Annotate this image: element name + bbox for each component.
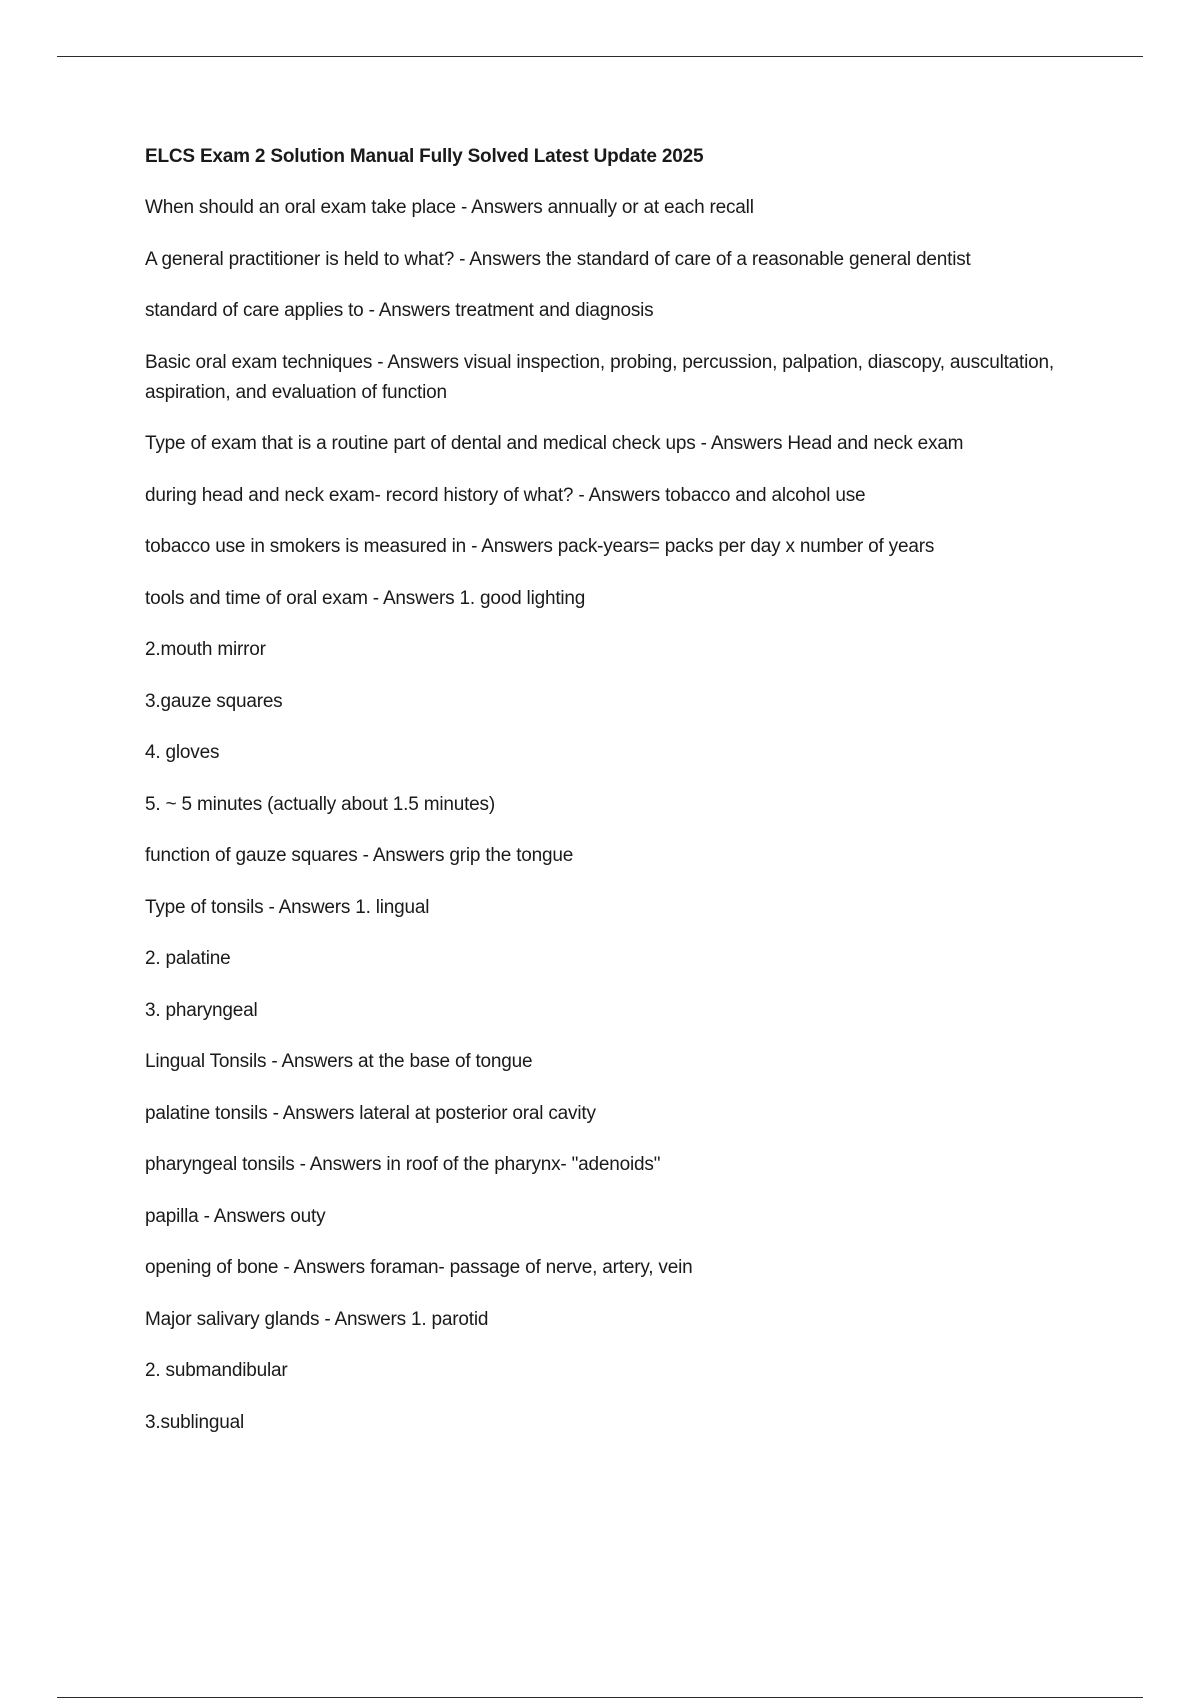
header-rule (57, 56, 1143, 57)
qa-line: Lingual Tonsils - Answers at the base of tongue (145, 1051, 533, 1072)
qa-line: 2. palatine (145, 948, 231, 969)
qa-line: 2.mouth mirror (145, 639, 266, 660)
qa-line: 3. pharyngeal (145, 999, 258, 1021)
qa-line: tobacco use in smokers is measured in - Answers pack-years= packs per day x number of years (145, 536, 935, 557)
footer-rule (57, 1697, 1143, 1698)
qa-list (145, 193, 1105, 1438)
qa-line: 4. gloves (145, 742, 220, 763)
document-title: ELCS Exam 2 Solution Manual Fully Solved Latest Update 2025 (145, 146, 704, 167)
qa-line: 3.gauze squares (145, 690, 283, 712)
qa-line: 3.sublingual (145, 1411, 245, 1433)
qa-line: function of gauze squares - Answers grip the tongue (145, 845, 574, 866)
document-body (145, 142, 1105, 1438)
qa-line: palatine tonsils - Answers lateral at posterior oral cavity (145, 1102, 596, 1124)
qa-line: pharyngeal tonsils - Answers in roof of the pharynx- "adenoids" (145, 1154, 661, 1175)
qa-line: standard of care applies to - Answers treatment and diagnosis (145, 300, 654, 321)
qa-line: 5. ~ 5 minutes (actually about 1.5 minutes) (145, 793, 495, 815)
qa-line: opening of bone - Answers foraman- passage of nerve, artery, vein (145, 1257, 693, 1278)
qa-line: papilla - Answers outy (145, 1205, 326, 1227)
qa-line: tools and time of oral exam - Answers 1. good lighting (145, 587, 586, 609)
qa-line: When should an oral exam take place - Answers annually or at each recall (145, 197, 754, 218)
qa-line: 2. submandibular (145, 1360, 288, 1381)
qa-line: Type of tonsils - Answers 1. lingual (145, 896, 430, 918)
qa-line: during head and neck exam- record history of what? - Answers tobacco and alcohol use (145, 484, 866, 506)
qa-line: Type of exam that is a routine part of dental and medical check ups - Answers Head and neck exam (145, 433, 964, 454)
qa-line: A general practitioner is held to what? - Answers the standard of care of a reasonable general dentist (145, 248, 971, 270)
qa-line: Basic oral exam techniques - Answers visual inspection, probing, percussion, palpation, diascopy, auscultation, aspiration, and evaluation of function (145, 351, 1054, 403)
qa-line: Major salivary glands - Answers 1. parotid (145, 1308, 489, 1330)
